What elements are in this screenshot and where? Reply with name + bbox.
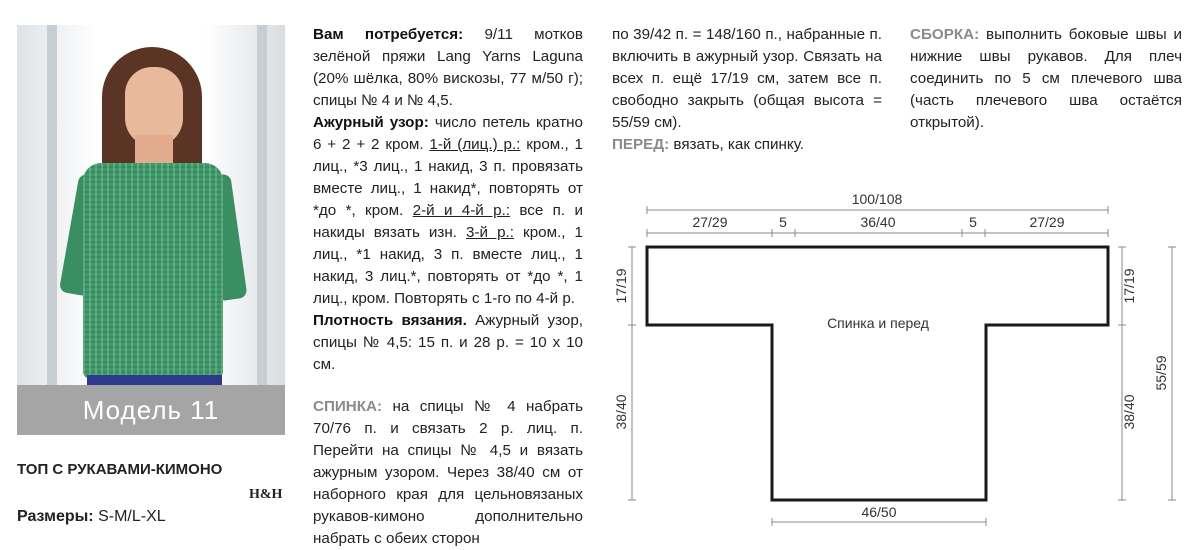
segment-3-label: 36/40 xyxy=(860,214,896,230)
gauge-text: Ажурный узор, спицы № 4,5: 15 п. и 28 р. = 10 х 10 см. xyxy=(313,312,583,373)
lace-row-3-label: 3-й р.: xyxy=(466,224,514,241)
background-pillar xyxy=(47,25,57,435)
sleeve-height-left-label: 17/19 xyxy=(613,268,629,304)
back-text: на спицы № 4 набрать 70/76 п. и связать 2 р. лиц. п. Перейти на спицы № 4,5 и вязать ажурным узором. Через 38/40 см от наборного края для цельновязаных рукавов-кимоно дополнительно набрать с обеих сторон xyxy=(313,398,583,547)
front-text: вязать, как спинку. xyxy=(673,136,805,153)
green-knit-top xyxy=(83,163,223,378)
front-label: ПЕРЕД: xyxy=(612,136,670,153)
pattern-title: ТОП С РУКАВАМИ-КИМОНО xyxy=(17,461,223,478)
instructions-column-2 xyxy=(612,24,882,156)
front-paragraph xyxy=(612,134,882,156)
brand-mark: H&H xyxy=(249,487,283,502)
assembly-text: выполнить боковые швы и нижние швы рукавов. Для плеч соединить по 5 см плечевого шва (часть плечевого шва остаётся открытой). xyxy=(910,26,1182,131)
segment-4-label: 5 xyxy=(969,214,977,230)
gauge-paragraph xyxy=(313,310,583,376)
total-width-label: 100/108 xyxy=(851,191,903,207)
materials-paragraph xyxy=(313,24,583,112)
sizes-label: Размеры: xyxy=(17,508,94,525)
lace-text-3: все п. и накиды вязать изн. xyxy=(313,202,583,241)
instructions-column-3 xyxy=(910,24,1182,134)
segment-5-label: 27/29 xyxy=(1029,214,1065,230)
lace-text-4: кром., 1 лиц., *1 накид, 3 п. вместе лиц., 1 накид, 3 лиц.*, повторять от *до *, 1 лиц., кром. Повторять с 1-го по 4-й р. xyxy=(313,224,583,307)
lace-label: Ажурный узор: xyxy=(313,114,429,131)
left-height-dimensions xyxy=(628,247,636,500)
back-continued-paragraph xyxy=(612,24,882,134)
body-height-left-label: 38/40 xyxy=(613,394,629,430)
total-width-dimension xyxy=(647,206,1108,214)
assembly-paragraph xyxy=(910,24,1182,134)
instructions-column-1 xyxy=(313,24,583,550)
lace-text-1: число петель кратно 6 + 2 + 2 кром. xyxy=(313,114,583,153)
total-height-label: 55/59 xyxy=(1153,355,1169,391)
lace-paragraph xyxy=(313,112,583,310)
back-label: СПИНКА: xyxy=(313,398,383,415)
piece-label: Спинка и перед xyxy=(827,315,929,331)
pattern-schematic xyxy=(600,180,1200,535)
body-height-right-label: 38/40 xyxy=(1121,394,1137,430)
segment-dimensions xyxy=(647,229,1108,237)
back-paragraph xyxy=(313,396,583,550)
sleeve-height-right-label: 17/19 xyxy=(1121,268,1137,304)
sizes-line xyxy=(17,508,166,526)
gauge-label: Плотность вязания. xyxy=(313,312,467,329)
garment-outline xyxy=(647,247,1108,500)
model-caption: Модель 11 xyxy=(17,385,285,435)
assembly-label: СБОРКА: xyxy=(910,26,980,43)
segment-2-label: 5 xyxy=(779,214,787,230)
materials-label: Вам потребуется: xyxy=(313,26,464,43)
lace-text-2: кром., 1 лиц., *3 лиц., 1 накид, 3 п. провязать вместе лиц., 1 накид*, повторять от *до *, кром. xyxy=(313,136,583,219)
bottom-width-label: 46/50 xyxy=(861,504,897,520)
lace-row-2-label: 2-й и 4-й р.: xyxy=(412,202,511,219)
materials-text: 9/11 мотков зелёной пряжи Lang Yarns Laguna (20% шёлка, 80% вискозы, 77 м/50 г); спицы № 4 и № 4,5. xyxy=(313,26,583,109)
model-photo xyxy=(17,25,285,435)
sizes-value: S-M/L-XL xyxy=(98,508,166,525)
lace-row-1-label: 1-й (лиц.) р.: xyxy=(429,136,521,153)
segment-1-label: 27/29 xyxy=(692,214,728,230)
background-pillar xyxy=(257,25,267,435)
back-text-continued: по 39/42 п. = 148/160 п., набранные п. включить в ажурный узор. Связать на всех п. ещё 17/19 см, затем все п. свободно закрыть (общая высота = 55/59 см). xyxy=(612,26,882,131)
